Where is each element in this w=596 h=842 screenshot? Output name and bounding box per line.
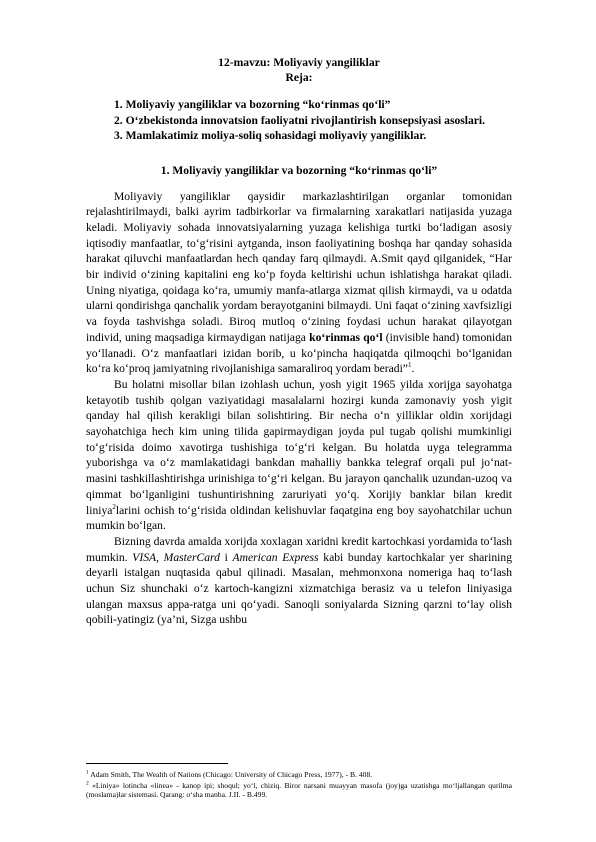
footnote-ref-1[interactable]: 1 <box>407 361 412 370</box>
document-page <box>86 56 512 628</box>
paragraph-3-text-b: kabi bunday kartochkalar yer sharining deyarli istalgan nuqtasida qabul qilinadi. Masalan, mehmonxona nomeriga haq to‘lash uchun Siz shunchaki o‘z kartoch-kangizni xizmatchiga berasiz va u telefon liniyasiga ulangan maxsus appa-ratga uni qo‘yadi. Sanoqli soniyalarda Sizning qarzni to‘lay olish qobili-yatingiz (ya’ni, Sizga ushbu <box>86 550 513 627</box>
footnote-mark-2: 2 <box>86 780 89 787</box>
card-brands-1: VISA, MasterCard <box>132 550 220 564</box>
card-brands-2: American Express <box>232 550 319 564</box>
paragraph-3-text-a: Bizning davrda amalda xorijda xoxlagan xaridni kredit kartochkasi yordamida to‘lash mumkin. <box>86 534 512 564</box>
plan-label: Reja: <box>285 71 313 84</box>
plan-item-1: 1. Moliyaviy yangiliklar va bozorning “ko‘rinmas qo‘li” <box>114 98 391 111</box>
footnotes <box>86 770 512 801</box>
paragraph-2-text-b: larini ochish to‘g‘risida oldindan kelishuvlar faqatgina eng boy sayohatchilar uchun mumkin bo‘lgan. <box>86 503 512 533</box>
paragraph-1 <box>86 189 512 377</box>
footnote-divider <box>86 763 228 764</box>
plan-item-2: 2. O‘zbekistonda innovatsion faoliyatni rivojlantirish konsepsiyasi asoslari. <box>114 113 486 127</box>
paragraph-2-text-a: Bu holatni misollar bilan izohlash uchun, yosh yigit 1965 yilda xorijga sayohatga ketayotib tushib qolgan vaziyatidagi masalalarni hozirgi kunda zamonaviy yosh yigit qanday hal qilish kerakligi bilan solishtiring. Bir necha o‘n yilliklar oldin xorijdagi sayohatchiga hech kim uning tilida gapirmaydigan joyda pul tugab qolishi mumkinligi to‘g‘risida doimo xavotirga tushishiga to‘g‘ri kelgan. Bu holatda uyga telegramma yuborishga va o‘z mamlakatidagi bankdan mahalliy bankka telegraf orqali pul jo‘nat-masini tashkillashtirishga urinishiga to‘g‘ri kelgan. Bu jarayon qanchalik uzundan-uzoq va qimmat bo‘lganligini tushuntirishning zaruriyati yo‘q. Xorijiy banklar bilan kredit liniya <box>86 377 512 517</box>
paragraph-3-conj: i <box>219 550 233 564</box>
document-title: 12-mavzu: Moliyaviy yangiliklar <box>218 56 380 69</box>
paragraph-1-end: . <box>411 362 415 376</box>
section-heading: 1. Moliyaviy yangiliklar va bozorning “ko‘rinmas qo‘li” <box>160 163 438 177</box>
paragraph-2 <box>86 377 512 534</box>
paragraph-3 <box>86 534 512 628</box>
footnote-2-text: «Liniya» lotincha «linea» - kanop ipi; shoqul; yo‘l, chiziq. Biror narsani muayyan masofa (joy)ga uzatishga mo‘ljallangan qurilma (moslama)lar sistemasi. Qarang: o‘sha manba. J.II. - B.499. <box>86 780 512 800</box>
footnote-1-text: Adam Smith, The Wealth of Nations (Chicago: University of Chicago Press, 1977), - B. 408. <box>88 770 373 779</box>
footnote-ref-2[interactable]: 2 <box>112 502 116 511</box>
paragraph-1-text-a: Moliyaviy yangiliklar qaysidir markazlashtirilgan organlar tomonidan rejalashtirilmaydi, balki ayrim tadbirkorlar va firmalarning xarakatlari natijasida yuzaga keladi. Moliyaviy sohada innovatsiyalarning yuzaga kelishiga turtki bo‘ladigan asosiy iqtisodiy manfaatlar, to‘g‘risini aytganda, inson faoliyatining boshqa har qanday sohasida harakat qiluvchi manfaatlardan hech qanday farq qilmaydi. A.Smit qayd qilganidek, “Har bir individ o‘zining kapitalini eng ko‘p foyda keltirishi uchun ishlatishga harakat qiladi. Uning niyatiga, qoidaga ko‘ra, umumiy manfa-atlarga xizmat qilish kirmaydi, va u odatda ularni qondirishga qanchalik yordam berayotganini bilmaydi. Uni faqat o‘zining xavfsizligi va foyda tashvishga soladi. Biroq mutloq o‘zining foydasi uchun harakat qilayotgan individ, uning maqsadiga kirmaydigan natijaga <box>86 189 512 344</box>
footnote-1 <box>86 770 512 780</box>
footnote-2 <box>86 781 512 800</box>
plan-list <box>86 97 512 144</box>
footnote-mark-1: 1 <box>86 769 89 776</box>
paragraph-1-text-b: (invisible hand) tomonidan yo‘llanadi. O‘z manfaatlari izidan borib, u ko‘pincha haqiqatda qilmoqchi bo‘lganidan ko‘ra ko‘proq jamiyatning rivojlanishiga samaraliroq yordam beradi” <box>86 330 512 376</box>
invisible-hand-term: ko‘rinmas qo‘l <box>309 330 383 344</box>
plan-item-3: 3. Mamlakatimiz moliya-soliq sohasidagi moliyaviy yangiliklar. <box>114 129 427 142</box>
